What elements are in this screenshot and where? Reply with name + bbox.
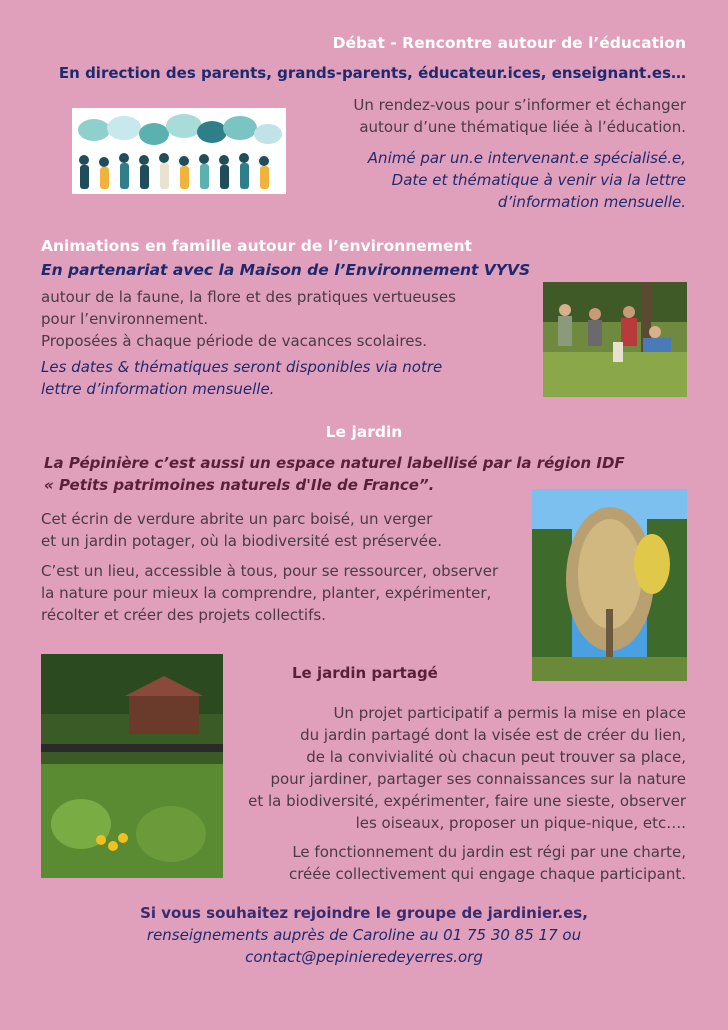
environment-note-line: Les dates & thématiques seront disponibles via notre [41,358,443,376]
shared-title-text: Le jardin partagé [292,664,438,682]
education-title: Débat - Rencontre autour de l’éducation [332,34,686,52]
environment-title: Animations en famille autour de l’environnement [41,237,472,255]
garden-tree-photo [532,489,687,681]
shared-paragraph-2 [289,841,686,885]
education-desc-line: autour d’une thématique liée à l’éducation. [359,118,686,136]
shared-title [292,664,438,682]
shared-p1-line: les oiseaux, proposer un pique-nique, etc…. [355,814,686,832]
education-note-line: d’information mensuelle. [497,193,686,211]
garden-paragraph-2 [41,560,498,626]
shared-p2-line: créée collectivement qui engage chaque participant. [288,865,686,883]
education-audience: En direction des parents, grands-parents, éducateur.ices, enseignant.es… [58,64,686,82]
shared-p1-line: et la biodiversité, expérimenter, faire une sieste, observer [248,792,686,810]
education-note-line: Date et thématique à venir via la lettre [391,171,686,189]
shared-p1-line: de la convivialité où chacun peut trouver sa place, [306,748,686,766]
garden-p1-line: Cet écrin de verdure abrite un parc boisé, un verger [41,510,433,528]
people-speech-bubbles-icon [72,108,286,194]
garden-p2-line: récolter et créer des projets collectifs. [41,606,326,624]
garden-title: Le jardin [325,423,403,441]
environment-desc-line: autour de la faune, la flore et des pratiques vertueuses [41,288,456,306]
environment-partner: En partenariat avec la Maison de l’Environnement VYVS [41,261,531,279]
contact-email-link[interactable]: contact@pepinieredeyerres.org [245,948,483,966]
family-nature-icon [543,282,687,397]
shared-p1-line: Un projet participatif a permis la mise en place [333,704,686,722]
environment-photo [543,282,687,397]
contact-line: renseignements auprès de Caroline au 01 75 30 85 17 ou [146,926,582,944]
environment-desc-line: Proposées à chaque période de vacances scolaires. [41,332,428,350]
garden-label-line: « Petits patrimoines naturels d'Ile de France”. [44,476,435,494]
vegetable-garden-icon [41,654,223,878]
garden-p2-line: la nature pour mieux la comprendre, planter, expérimenter, [41,584,492,602]
education-description [353,94,686,138]
garden-p1-line: et un jardin potager, où la biodiversité est préservée. [41,532,442,550]
environment-description [41,286,456,352]
garden-paragraph-1 [41,508,442,552]
education-note-line: Animé par un.e intervenant.e spécialisé.e, [367,149,686,167]
shared-paragraph-1 [248,702,686,834]
contact-heading: Si vous souhaitez rejoindre le groupe de jardinier.es, [140,904,588,922]
environment-desc-line: pour l’environnement. [41,310,209,328]
garden-p2-line: C’est un lieu, accessible à tous, pour se ressourcer, observer [41,562,499,580]
shared-p2-line: Le fonctionnement du jardin est régi par une charte, [292,843,686,861]
garden-label-line: La Pépinière c’est aussi un espace naturel labellisé par la région IDF [44,454,625,472]
education-desc-line: Un rendez-vous pour s’informer et échanger [353,96,686,114]
education-note [368,147,686,213]
environment-note [41,356,442,400]
shared-p1-line: du jardin partagé dont la visée est de créer du lien, [300,726,686,744]
education-illustration [72,108,286,194]
shared-p1-line: pour jardiner, partager ses connaissances sur la nature [270,770,686,788]
environment-note-line: lettre d’information mensuelle. [41,380,275,398]
shared-garden-photo [41,654,223,878]
autumn-tree-icon [532,489,687,681]
